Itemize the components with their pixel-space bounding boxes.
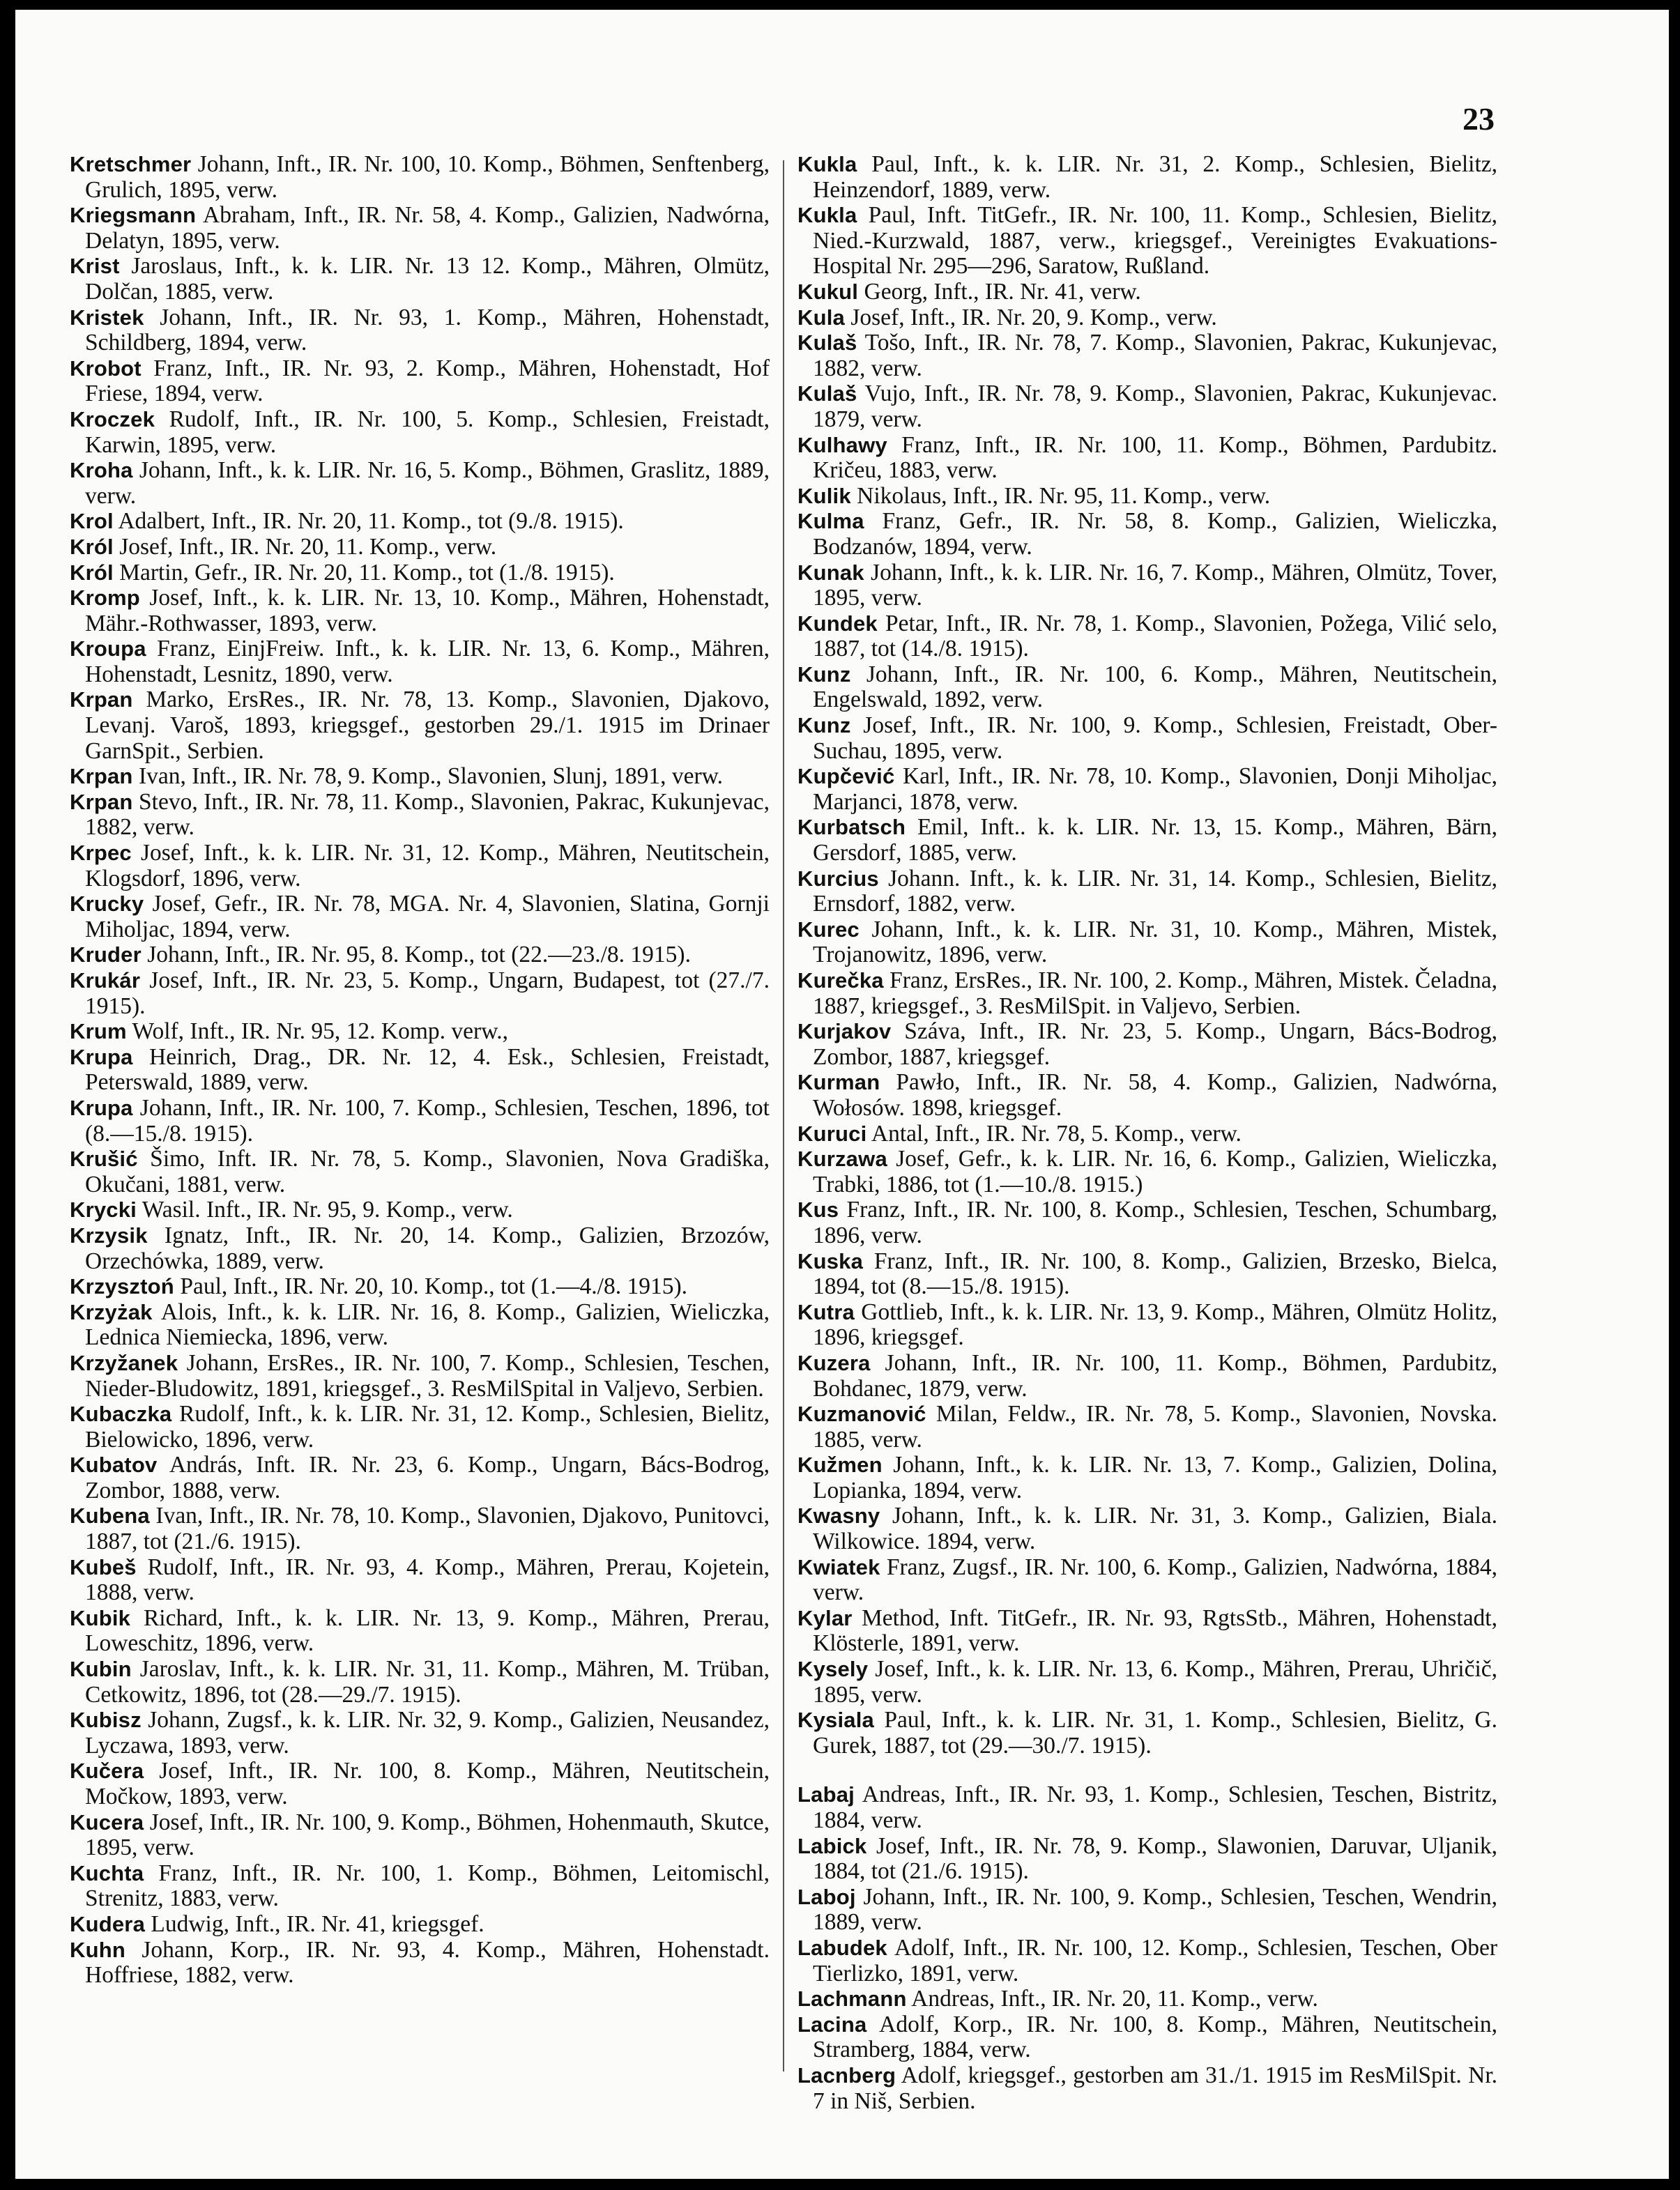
list-entry [70,203,770,254]
entry-details: Rudolf, Inft., IR. Nr. 100, 5. Komp., Schlesien, Freistadt, Karwin, 1895, verw. [85,406,770,458]
entry-surname: Kurec [797,917,860,942]
entry-surname: Kurman [797,1070,880,1095]
entry-details: Andreas, Inft., IR. Nr. 20, 11. Komp., verw. [906,1986,1318,2012]
entry-details: Nikolaus, Inft., IR. Nr. 95, 11. Komp., verw. [850,482,1271,509]
entry-details: Franz, ErsRes., IR. Nr. 100, 2. Komp., Mähren, Mistek. Čeladna, 1887, kriegsgef., 3. ResMilSpit. in Valjevo, Serbien. [813,967,1497,1019]
list-entry [797,484,1497,510]
entry-details: Johann, Inft., k. k. LIR. Nr. 13, 7. Komp., Galizien, Dolina, Lopianka, 1894, verw. [813,1452,1497,1503]
entry-surname: Kristek [70,305,144,330]
entry-surname: Król [70,560,114,585]
entry-details: Johann, Inft., k. k. LIR. Nr. 31, 3. Komp., Galizien, Biala. Wilkowice. 1894, verw. [813,1503,1497,1555]
entry-details: Franz, Inft., IR. Nr. 100, 11. Komp., Böhmen, Pardubitz. Kričeu, 1883, verw. [813,431,1497,484]
entry-surname: Krpan [70,789,133,814]
list-entry [797,1606,1497,1657]
entry-surname: Kukla [797,203,857,228]
entry-details: Franz, Inft., IR. Nr. 100, 8. Komp., Galizien, Brzesko, Bielca, 1894, tot (8.—15./8. 1915). [813,1248,1497,1300]
left-column [70,152,770,1989]
list-entry [797,1453,1497,1503]
entry-details: Emil, Inft.. k. k. LIR. Nr. 13, 15. Komp., Mähren, Bärn, Gersdorf, 1885, verw. [813,814,1497,866]
entry-details: Ivan, Inft., IR. Nr. 78, 9. Komp., Slavonien, Slunj, 1891, verw. [132,763,723,790]
entry-details: Franz, EinjFreiw. Inft., k. k. LIR. Nr. 13, 6. Komp., Mähren, Hohenstadt, Lesnitz, 1890, verw. [85,636,770,687]
list-entry [70,1096,770,1147]
entry-surname: Lachmann [797,1986,907,2012]
entry-surname: Kubin [70,1657,132,1682]
entry-details: Šimo, Inft. IR. Nr. 78, 5. Komp., Slavonien, Nova Gradiška, Okučani, 1881, verw. [85,1146,770,1197]
list-entry [70,1708,770,1759]
entry-details: Ivan, Inft., IR. Nr. 78, 10. Komp., Slavonien, Djakovo, Punitovci, 1887, tot (21./6. 1915). [85,1503,770,1555]
list-entry [797,1197,1497,1248]
list-entry [797,2012,1497,2063]
entry-surname: Kukul [797,279,859,304]
entry-details: Johann, Zugsf., k. k. LIR. Nr. 32, 9. Komp., Galizien, Neusandez, Lyczawa, 1893, verw. [85,1707,770,1759]
entry-surname: Kudera [70,1911,146,1936]
entry-surname: Kroupa [70,636,146,661]
entry-details: Josef, Inft., k. k. LIR. Nr. 31, 12. Komp., Mähren, Neutitschein, Klogsdorf, 1896, verw. [85,840,770,891]
list-entry [797,305,1497,331]
list-entry [797,152,1497,203]
entry-surname: Kužmen [797,1453,883,1478]
entry-surname: Kulik [797,483,851,508]
entry-surname: Kulaš [797,381,857,406]
entry-surname: Krpan [70,764,133,789]
list-entry [797,815,1497,866]
entry-surname: Lacina [797,2012,867,2037]
entry-surname: Krzyżak [70,1299,153,1324]
list-entry [797,1555,1497,1606]
entry-details: Josef, Inft., IR. Nr. 20, 11. Komp., verw. [113,533,497,560]
entry-details: Johann, ErsRes., IR. Nr. 100, 7. Komp., Schlesien, Teschen, Nieder-Bludowitz, 1891, kriegsgef., 3. ResMilSpital in Valjevo, Serbien. [85,1349,770,1402]
entry-details: Johann, Inft., k. k. LIR. Nr. 31, 10. Komp., Mähren, Mistek, Trojanowitz, 1896, verw. [813,916,1497,968]
list-entry [70,535,770,560]
entry-surname: Krum [70,1019,127,1044]
list-entry [70,1300,770,1351]
entry-details: Tošo, Inft., IR. Nr. 78, 7. Komp., Slavonien, Pakrac, Kukunjevac, 1882, verw. [813,330,1497,381]
entry-surname: Laboj [797,1884,856,1909]
list-entry [797,560,1497,611]
entry-details: Franz, Zugsf., IR. Nr. 100, 6. Komp., Galizien, Nadwórna, 1884, verw. [813,1554,1497,1606]
list-entry [797,1121,1497,1147]
entry-surname: Kurjakov [797,1019,892,1044]
list-entry [797,509,1497,560]
entry-details: Abraham, Inft., IR. Nr. 58, 4. Komp., Galizien, Nadwórna, Delatyn, 1895, verw. [85,202,770,254]
entry-surname: Kubaczka [70,1402,172,1427]
list-entry [70,1912,770,1938]
entry-details: Johann, Inft., IR. Nr. 100, 9. Komp., Schlesien, Teschen, Wendrin, 1889, verw. [813,1883,1497,1936]
entry-details: Josef, Inft., IR. Nr. 100, 8. Komp., Mähren, Neutitschein, Močkow, 1893, verw. [85,1758,770,1809]
page-number: 23 [1463,101,1495,137]
entry-surname: Kylar [797,1605,853,1630]
entry-surname: Labaj [797,1782,855,1807]
entry-details: Gottlieb, Inft., k. k. LIR. Nr. 13, 9. Komp., Mähren, Olmütz Holitz, 1896, kriegsgef. [813,1299,1497,1351]
entry-details: Wolf, Inft., IR. Nr. 95, 12. Komp. verw., [126,1018,508,1045]
list-entry [797,203,1497,280]
list-entry [70,509,770,535]
entry-details: Vujo, Inft., IR. Nr. 78, 9. Komp., Slavonien, Pakrac, Kukunjevac. 1879, verw. [813,381,1497,432]
entry-details: Josef, Inft., k. k. LIR. Nr. 13, 6. Komp., Mähren, Prerau, Uhričič, 1895, verw. [813,1656,1497,1708]
entry-surname: Kretschmer [70,152,192,176]
list-entry [797,1782,1497,1833]
entry-surname: Kurbatsch [797,815,906,840]
entry-surname: Krpec [70,841,132,866]
entry-surname: Kuzera [797,1350,871,1375]
entry-details: Franz, Gefr., IR. Nr. 58, 8. Komp., Galizien, Wieliczka, Bodzanów, 1894, verw. [813,508,1497,560]
entry-details: Josef, Inft., IR. Nr. 100, 9. Komp., Schlesien, Freistadt, Ober-Suchau, 1895, verw. [813,712,1497,764]
list-entry [70,1810,770,1861]
entry-details: Adalbert, Inft., IR. Nr. 20, 11. Komp., tot (9./8. 1915). [113,508,624,535]
entry-surname: Krukár [70,968,141,993]
entry-details: Rudolf, Inft., IR. Nr. 93, 4. Komp., Mähren, Prerau, Kojetein, 1888, verw. [85,1554,770,1606]
entry-details: Johann, Inft., IR. Nr. 100, 11. Komp., Böhmen, Pardubitz, Bohdanec, 1879, verw. [813,1349,1497,1402]
entry-details: Franz, Inft., IR. Nr. 100, 8. Komp., Schlesien, Teschen, Schumbarg, 1896, verw. [813,1197,1497,1248]
list-entry [797,917,1497,968]
entry-details: Josef, Inft., IR. Nr. 100, 9. Komp., Böhmen, Hohenmauth, Skutce, 1895, verw. [85,1809,770,1861]
entry-details: Stevo, Inft., IR. Nr. 78, 11. Komp., Slavonien, Pakrac, Kukunjevac, 1882, verw. [85,788,770,841]
entry-surname: Kukla [797,152,857,176]
entry-details: Johann, Korp., IR. Nr. 93, 4. Komp., Mähren, Hohenstadt. Hoffriese, 1882, verw. [85,1936,770,1989]
entry-surname: Krpan [70,687,133,712]
list-entry [70,891,770,942]
list-entry [797,1936,1497,1986]
list-entry [797,1503,1497,1554]
list-entry [70,1453,770,1503]
entry-details: Josef, Inft., IR. Nr. 23, 5. Komp., Ungarn, Budapest, tot (27./7. 1915). [85,967,770,1019]
entry-details: Ignatz, Inft., IR. Nr. 20, 14. Komp., Galizien, Brzozów, Orzechówka, 1889, verw. [85,1222,770,1274]
entry-details: Marko, ErsRes., IR. Nr. 78, 13. Komp., Slavonien, Djakovo, Levanj. Varoš, 1893, kriegsgef., gestorben 29./1. 1915 im Drinaer GarnSpit., Serbien. [85,687,770,764]
entry-details: Johann, Inft., k. k. LIR. Nr. 16, 5. Komp., Böhmen, Graslitz, 1889, verw. [85,457,770,509]
list-entry [797,330,1497,381]
entry-surname: Kroha [70,458,133,483]
entry-surname: Kubeš [70,1554,137,1579]
entry-details: Adolf, kriegsgef., gestorben am 31./1. 1915 im ResMilSpit. Nr. 7 in Niš, Serbien. [813,2062,1497,2114]
entry-surname: Kunz [797,713,851,738]
entry-surname: Kurečka [797,968,884,993]
entry-surname: Krycki [70,1197,137,1223]
entry-surname: Krucky [70,891,144,917]
entry-details: Milan, Feldw., IR. Nr. 78, 5. Komp., Slavonien, Novska. 1885, verw. [813,1401,1497,1453]
list-entry [797,1019,1497,1070]
list-entry [797,1834,1497,1885]
entry-surname: Labick [797,1833,867,1858]
entry-details: Josef, Inft., IR. Nr. 78, 9. Komp., Slawonien, Daruvar, Uljanik, 1884, tot (21./6. 1915). [813,1832,1497,1885]
list-entry [70,560,770,586]
list-entry [797,1657,1497,1708]
list-entry [70,1351,770,1402]
list-entry [70,1759,770,1809]
document-page [15,10,1669,2179]
entry-details: Adolf, Korp., IR. Nr. 100, 8. Komp., Mähren, Neutitschein, Stramberg, 1884, verw. [813,2011,1497,2063]
list-entry [70,1147,770,1197]
entry-surname: Kubena [70,1503,150,1529]
entry-surname: Kysiala [797,1708,874,1733]
list-entry [797,1249,1497,1300]
entry-details: Pawło, Inft., IR. Nr. 58, 4. Komp., Galizien, Nadwórna, Wołosów. 1898, kriegsgef. [813,1069,1497,1121]
list-entry [70,458,770,509]
entry-surname: Krušić [70,1147,138,1172]
entry-details: Georg, Inft., IR. Nr. 41, verw. [858,278,1141,305]
list-entry [797,1885,1497,1936]
entry-surname: Kuhn [70,1937,125,1962]
entry-surname: Kysely [797,1657,869,1682]
list-entry [70,841,770,891]
list-entry [70,152,770,203]
entry-surname: Kromp [70,585,140,611]
list-entry [797,1708,1497,1759]
entry-surname: Kupčević [797,764,895,789]
entry-details: Johann, Inft., IR. Nr. 100, 6. Komp., Mähren, Neutitschein, Engelswald, 1892, verw. [813,661,1497,713]
entry-surname: Kubisz [70,1708,142,1733]
list-entry [70,1861,770,1912]
list-entry [797,611,1497,662]
list-entry [70,407,770,458]
entry-surname: Kuzmanović [797,1402,926,1427]
entry-details: Wasil. Inft., IR. Nr. 95, 9. Komp., verw. [137,1197,513,1223]
list-entry [70,764,770,790]
entry-details: Johann, Inft., IR. Nr. 93, 1. Komp., Mähren, Hohenstadt, Schildberg, 1894, verw. [85,304,770,356]
entry-details: Petar, Inft., IR. Nr. 78, 1. Komp., Slavonien, Požega, Vilić selo, 1887, tot (14./8. 1915). [813,610,1497,662]
entry-surname: Kroczek [70,406,155,431]
list-entry [797,968,1497,1019]
entry-surname: Krol [70,509,114,534]
entry-surname: Krzysztoń [70,1274,174,1299]
entry-surname: Kucera [70,1809,144,1835]
entry-details: Richard, Inft., k. k. LIR. Nr. 13, 9. Komp., Mähren, Prerau, Loweschitz, 1896, verw. [85,1605,770,1657]
entry-surname: Kuska [797,1248,864,1273]
entry-surname: Kubik [70,1605,131,1630]
entry-details: Martin, Gefr., IR. Nr. 20, 11. Komp., tot (1./8. 1915). [113,559,615,585]
list-entry [797,381,1497,432]
entry-surname: Kučera [70,1759,144,1784]
list-entry [70,1197,770,1223]
entry-surname: Kunak [797,560,864,585]
entry-details: Josef, Inft., k. k. LIR. Nr. 13, 10. Komp., Mähren, Hohenstadt, Mähr.-Rothwasser, 1893, verw. [85,585,770,636]
entry-details: Johann, Inft., k. k. LIR. Nr. 16, 7. Komp., Mähren, Olmütz, Tover, 1895, verw. [813,559,1497,611]
list-entry [70,254,770,305]
entry-details: Heinrich, Drag., DR. Nr. 12, 4. Esk., Schlesien, Freistadt, Peterswald, 1889, verw. [85,1043,770,1096]
list-entry [797,1986,1497,2012]
entry-surname: Kus [797,1197,839,1223]
list-entry [70,1555,770,1606]
list-entry [797,764,1497,815]
list-entry [70,1657,770,1708]
entry-surname: Kulma [797,509,864,534]
list-entry [70,790,770,841]
entry-details: Karl, Inft., IR. Nr. 78, 10. Komp., Slavonien, Donji Miholjac, Marjanci, 1878, verw. [813,763,1497,815]
column-divider [783,160,784,2072]
entry-details: Paul, Inft., IR. Nr. 20, 10. Komp., tot (1.—4./8. 1915). [174,1273,687,1300]
list-entry [797,433,1497,484]
list-entry [70,1223,770,1274]
list-entry [797,2063,1497,2114]
entry-surname: Kuruci [797,1121,867,1146]
entry-details: Franz, Inft., IR. Nr. 100, 1. Komp., Böhmen, Leitomischl, Strenitz, 1883, verw. [85,1860,770,1912]
entry-details: Johann, Inft., IR. Nr. 100, 10. Komp., Böhmen, Senftenberg, Grulich, 1895, verw. [85,151,770,203]
list-entry [70,356,770,407]
entry-surname: Kurcius [797,866,879,891]
entry-surname: Labudek [797,1935,887,1960]
entry-surname: Krzyžanek [70,1350,178,1375]
entry-surname: Kuchta [70,1860,144,1885]
list-entry [70,1606,770,1657]
entry-surname: Kundek [797,611,878,636]
entry-details: Franz, Inft., IR. Nr. 93, 2. Komp., Mähren, Hohenstadt, Hof Friese, 1894, verw. [85,355,770,407]
entry-details: Andreas, Inft., IR. Nr. 93, 1. Komp., Schlesien, Teschen, Bistritz, 1884, verw. [813,1782,1497,1833]
entry-details: Jaroslav, Inft., k. k. LIR. Nr. 31, 11. Komp., Mähren, M. Trüban, Cetkowitz, 1896, tot (28.—29./7. 1915). [85,1656,770,1708]
entry-details: Paul, Inft., k. k. LIR. Nr. 31, 2. Komp., Schlesien, Bielitz, Heinzendorf, 1889, verw. [813,151,1497,203]
entry-details: Alois, Inft., k. k. LIR. Nr. 16, 8. Komp., Galizien, Wieliczka, Lednica Niemiecka, 1896, verw. [85,1299,770,1351]
entry-surname: Krupa [70,1044,133,1069]
entry-surname: Krzysik [70,1223,148,1248]
entry-surname: Krupa [70,1095,133,1120]
list-entry [797,1070,1497,1121]
entry-surname: Kula [797,305,845,330]
list-entry [70,1045,770,1096]
list-entry [70,942,770,968]
entry-surname: Kwasny [797,1503,880,1529]
entry-details: Rudolf, Inft., k. k. LIR. Nr. 31, 12. Komp., Schlesien, Bielitz, Bielowicko, 1896, verw. [85,1401,770,1453]
list-entry [70,305,770,356]
list-entry [70,1938,770,1989]
entry-details: Johann, Inft., IR. Nr. 95, 8. Komp., tot (22.—23./8. 1915). [141,942,691,968]
list-entry [70,968,770,1019]
list-entry [797,662,1497,713]
entry-details: Ludwig, Inft., IR. Nr. 41, kriegsgef. [145,1910,484,1937]
entry-details: András, Inft. IR. Nr. 23, 6. Komp., Ungarn, Bács-Bodrog, Zombor, 1888, verw. [85,1452,770,1503]
entry-details: Josef, Gefr., k. k. LIR. Nr. 16, 6. Komp., Galizien, Wieliczka, Trabki, 1886, tot (1.—10./8. 1915.) [813,1146,1497,1197]
list-entry [797,1402,1497,1453]
entry-details: Paul, Inft., k. k. LIR. Nr. 31, 1. Komp., Schlesien, Bielitz, G. Gurek, 1887, tot (29.—30./7. 1915). [813,1707,1497,1759]
entry-surname: Kriegsmann [70,203,197,228]
list-entry [70,585,770,636]
list-entry [70,1019,770,1045]
entry-details: Jaroslaus, Inft., k. k. LIR. Nr. 13 12. Komp., Mähren, Olmütz, Dolčan, 1885, verw. [85,253,770,305]
entry-surname: Król [70,534,114,559]
list-entry [797,280,1497,305]
entry-surname: Kruder [70,942,142,967]
entry-details: Johann. Inft., k. k. LIR. Nr. 31, 14. Komp., Schlesien, Bielitz, Ernsdorf, 1882, verw. [813,865,1497,917]
entry-details: Paul, Inft. TitGefr., IR. Nr. 100, 11. Komp., Schlesien, Bielitz, Nied.-Kurzwald, 1887, verw., kriegsgef., Vereinigtes Evakuations-Hospital Nr. 295—296, Saratow, Rußland. [813,202,1497,280]
list-entry [70,687,770,764]
entry-surname: Kurzawa [797,1147,887,1172]
list-entry [70,1274,770,1300]
entry-surname: Kutra [797,1299,855,1324]
entry-details: Method, Inft. TitGefr., IR. Nr. 93, RgtsStb., Mähren, Hohenstadt, Klösterle, 1891, verw. [813,1605,1497,1657]
entry-surname: Kubatov [70,1453,158,1478]
entry-surname: Kwiatek [797,1554,880,1579]
list-entry [797,1147,1497,1197]
entry-surname: Lacnberg [797,2062,896,2088]
list-entry [70,1503,770,1554]
entry-details: Antal, Inft., IR. Nr. 78, 5. Komp., verw. [866,1120,1242,1147]
entry-surname: Krist [70,254,120,279]
entry-details: Johann, Inft., IR. Nr. 100, 7. Komp., Schlesien, Teschen, 1896, tot (8.—15./8. 1915). [85,1094,770,1147]
entry-surname: Kulhawy [797,432,887,457]
entry-details: Josef, Inft., IR. Nr. 20, 9. Komp., verw. [844,304,1217,330]
entry-details: Adolf, Inft., IR. Nr. 100, 12. Komp., Schlesien, Teschen, Ober Tierlizko, 1891, verw. [813,1934,1497,1986]
entry-details: Josef, Gefr., IR. Nr. 78, MGA. Nr. 4, Slavonien, Slatina, Gornji Miholjac, 1894, verw. [85,891,770,942]
entry-details: Száva, Inft., IR. Nr. 23, 5. Komp., Ungarn, Bács-Bodrog, Zombor, 1887, kriegsgef. [813,1018,1497,1070]
list-entry [797,866,1497,917]
list-entry [70,636,770,687]
list-entry [797,1300,1497,1351]
entry-surname: Krobot [70,355,142,381]
right-column [797,152,1497,2114]
list-entry [797,713,1497,764]
entry-surname: Kunz [797,661,851,687]
list-entry [797,1351,1497,1402]
entry-surname: Kulaš [797,330,857,355]
list-entry [70,1402,770,1453]
